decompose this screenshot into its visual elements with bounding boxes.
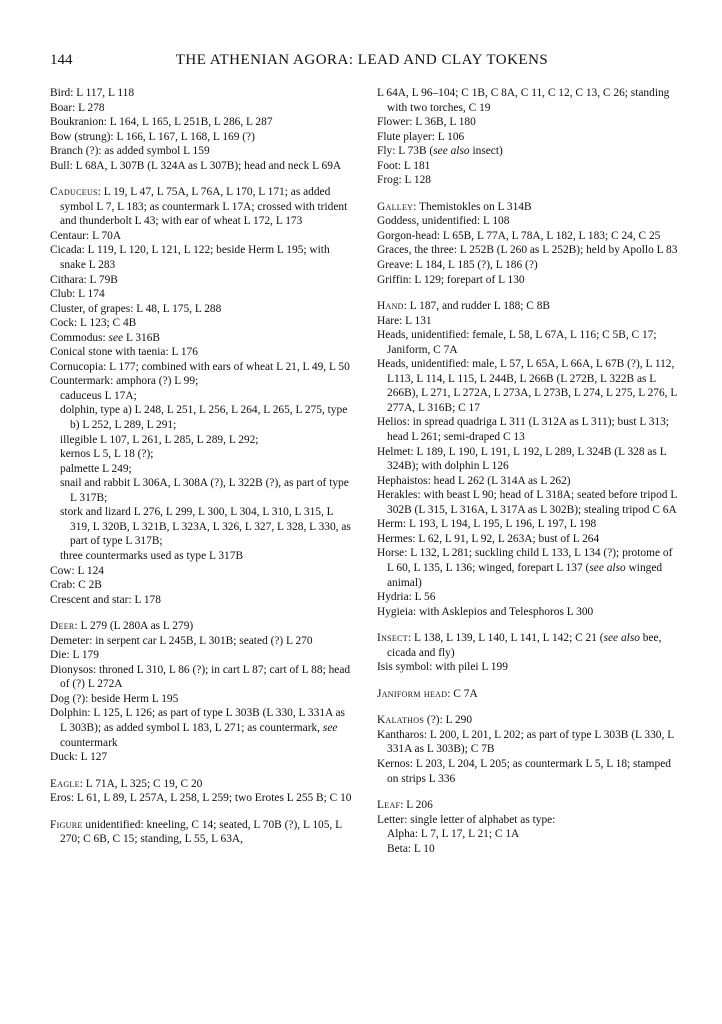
index-heading: Hand [377,300,404,313]
index-entry: Boukranion: L 164, L 165, L 251B, L 286, L 287 [50,116,273,129]
section-gap [377,675,680,687]
index-entry: Horse: L 132, L 281; suckling child L 133, L 134 (?); protome of L 60, L 135, L 136; winged, forepart L 137 (see also winged animal) [377,547,673,589]
index-subentry: Beta: L 10 [387,842,435,855]
index-entry: Bow (strung): L 166, L 167, L 168, L 169 (?) [50,130,255,143]
index-entry: Hermes: L 62, L 91, L 92, L 263A; bust of L 264 [377,532,600,545]
cross-reference: see also [589,561,626,574]
index-entry: Hand: L 187, and rudder L 188; C 8B [377,300,551,313]
index-entry: Deer: L 279 (L 280A as L 279) [50,620,194,633]
index-entry: Eros: L 61, L 89, L 257A, L 258, L 259; two Erotes L 255 B; C 10 [50,792,352,805]
index-entry: Bird: L 117, L 118 [50,87,135,99]
index-entry: Dionysos: throned L 310, L 86 (?); in cart L 87; cart of L 88; head of (?) L 272A [50,663,351,691]
index-entry: Conical stone with taenia: L 176 [50,346,198,359]
cross-reference: see [108,331,124,344]
index-entry: Countermark: amphora (?) L 99; [50,375,199,388]
index-columns [50,86,680,996]
index-entry: Frog: L 128 [377,174,431,187]
index-subentry: Alpha: L 7, L 17, L 21; C 1A [387,828,520,841]
index-entry: Herm: L 193, L 194, L 195, L 196, L 197, L 198 [377,518,597,531]
index-heading: Deer [50,620,75,633]
index-heading: Janiform head [377,687,448,700]
index-entry: Kalathos (?): L 290 [377,714,473,727]
section-gap [377,287,680,299]
index-entry: Hygieia: with Asklepios and Telesphoros L 300 [377,605,594,618]
index-entry: Griffin: L 129; forepart of L 130 [377,273,525,286]
index-subentry: illegible L 107, L 261, L 285, L 289, L 292; [60,433,259,446]
index-entry: Caduceus: L 19, L 47, L 75A, L 76A, L 170, L 171; as added symbol L 7, L 183; as countermark L 17A; crossed with trident and thunderbolt L 43; with ear of wheat L 172, L 173 [50,186,348,228]
index-heading: Eagle [50,777,80,790]
index-entry: Cow: L 124 [50,564,104,577]
index-entry: Janiform head: C 7A [377,687,478,700]
index-entry: Boar: L 278 [50,101,105,114]
index-entry: Hare: L 131 [377,314,432,327]
index-entry: Centaur: L 70A [50,229,122,242]
index-entry: Flower: L 36B, L 180 [377,116,476,129]
section-gap [377,619,680,631]
index-subentry: caduceus L 17A; [60,389,137,402]
index-entry: Greave: L 184, L 185 (?), L 186 (?) [377,259,538,272]
index-entry: Crescent and star: L 178 [50,593,161,606]
index-entry: Flute player: L 106 [377,130,465,143]
index-entry: Insect: L 138, L 139, L 140, L 141, L 142; C 21 (see also bee, cicada and fly) [377,632,662,659]
index-entry: Herakles: with beast L 90; head of L 318A; seated before tripod L 302B (L 315, L 316A, L 317A as L 302B); stealing tripod C 6A [377,489,677,516]
index-heading: Kalathos [377,714,425,727]
index-entry: Eagle: L 71A, L 325; C 19, C 20 [50,777,203,790]
index-subentry: kernos L 5, L 18 (?); [60,448,154,461]
index-entry: Foot: L 181 [377,159,431,172]
index-entry: Gorgon-head: L 65B, L 77A, L 78A, L 182, L 183; C 24, C 25 [377,229,661,242]
index-entry: Cock: L 123; C 4B [50,317,137,330]
index-heading: Insect [377,632,408,645]
index-entry: Demeter: in serpent car L 245B, L 301B; seated (?) L 270 [50,634,313,647]
running-title: THE ATHENIAN AGORA: LEAD AND CLAY TOKENS [175,52,549,68]
index-entry: Leaf: L 206 [377,799,433,812]
cross-reference: see also [603,632,640,645]
index-entry: Galley: Themistokles on L 314B [377,200,532,213]
index-subentry: dolphin, type a) L 248, L 251, L 256, L 264, L 265, L 275, type b) L 252, L 289, L 291; [60,404,348,432]
index-entry: Dog (?): beside Herm L 195 [50,692,179,705]
index-entry: Goddess, unidentified: L 108 [377,215,510,228]
index-entry: Heads, unidentified: female, L 58, L 67A, L 116; C 5B, C 17; Janiform, C 7A [377,329,657,356]
cross-reference: see also [433,145,470,158]
index-entry: Hephaistos: head L 262 (L 314A as L 262) [377,474,571,487]
index-entry: Crab: C 2B [50,579,102,592]
index-entry: Figure unidentified: kneeling, C 14; seated, L 70B (?), L 105, L 270; C 6B, C 15; standing, L 55, L 63A, [50,818,342,846]
index-entry: Heads, unidentified: male, L 57, L 65A, L 66A, L 67B (?), L 112, L113, L 114, L 115, L 244B, L 266B (L 272B, L 322B as L 266B), L 271, L 272A, L 273A, L 273B, L 274, L 275, L 276, L 277A, L 316B; C 17 [377,358,677,414]
section-gap [377,701,680,713]
index-entry: Bull: L 68A, L 307B (L 324A as L 307B); head and neck L 69A [50,159,342,172]
index-entry: Die: L 179 [50,649,99,662]
page-header [50,52,674,74]
index-entry: Helios: in spread quadriga L 311 (L 312A as L 311); bust L 313; head L 261; semi-draped C 13 [377,416,669,444]
index-heading: Leaf [377,799,401,812]
index-heading: Caduceus [50,186,98,199]
index-heading: Figure [50,818,83,831]
index-entry: Duck: L 127 [50,751,108,764]
index-entry: Fly: L 73B (see also insect) [377,145,503,158]
index-entry: Branch (?): as added symbol L 159 [50,145,210,158]
index-subentry: snail and rabbit L 306A, L 308A (?), L 322B (?), as part of type L 317B; [60,477,349,504]
index-entry: Hydria: L 56 [377,591,436,604]
index-entry: Cluster, of grapes: L 48, L 175, L 288 [50,302,222,315]
index-entry: Helmet: L 189, L 190, L 191, L 192, L 289, L 324B (L 328 as L 324B); with dolphin L 126 [377,445,667,473]
page-number: 144 [50,52,73,68]
index-column-right [377,86,680,996]
cross-reference: see [322,721,338,734]
index-subentry: stork and lizard L 276, L 299, L 300, L 304, L 310, L 315, L 319, L 320B, L 321B, L 323A, L 326, L 327, L 328, L 330, as part of type L 317B; [60,506,351,548]
section-gap [50,765,353,777]
index-entry: Dolphin: L 125, L 126; as part of type L 303B (L 330, L 331A as L 303B); as added symbol L 183, L 271; as countermark, see countermark [50,707,345,749]
index-column-left [50,86,353,996]
index-heading: Galley [377,200,414,213]
section-gap [50,607,353,619]
index-entry: Club: L 174 [50,288,105,301]
section-gap [377,188,680,200]
index-entry: Cicada: L 119, L 120, L 121, L 122; beside Herm L 195; with snake L 283 [50,244,330,272]
index-entry: Kernos: L 203, L 204, L 205; as countermark L 5, L 18; stamped on strips L 336 [377,757,671,785]
section-gap [377,786,680,798]
section-gap [50,173,353,185]
index-entry: Letter: single letter of alphabet as type: [377,813,556,826]
index-subentry: three countermarks used as type L 317B [60,549,244,562]
index-entry: Cornucopia: L 177; combined with ears of wheat L 21, L 49, L 50 [50,360,350,373]
index-subentry: palmette L 249; [60,462,132,475]
index-entry: Graces, the three: L 252B (L 260 as L 252B); held by Apollo L 83 [377,244,678,257]
index-entry: Cithara: L 79B [50,273,118,286]
index-entry: Commodus: see L 316B [50,331,161,344]
index-entry: Isis symbol: with pilei L 199 [377,661,508,674]
index-entry: L 64A, L 96–104; C 1B, C 8A, C 11, C 12, C 13, C 26; standing with two torches, C 19 [377,87,670,114]
section-gap [50,806,353,818]
index-entry: Kantharos: L 200, L 201, L 202; as part of type L 303B (L 330, L 331A as L 303B); C 7B [377,728,674,756]
